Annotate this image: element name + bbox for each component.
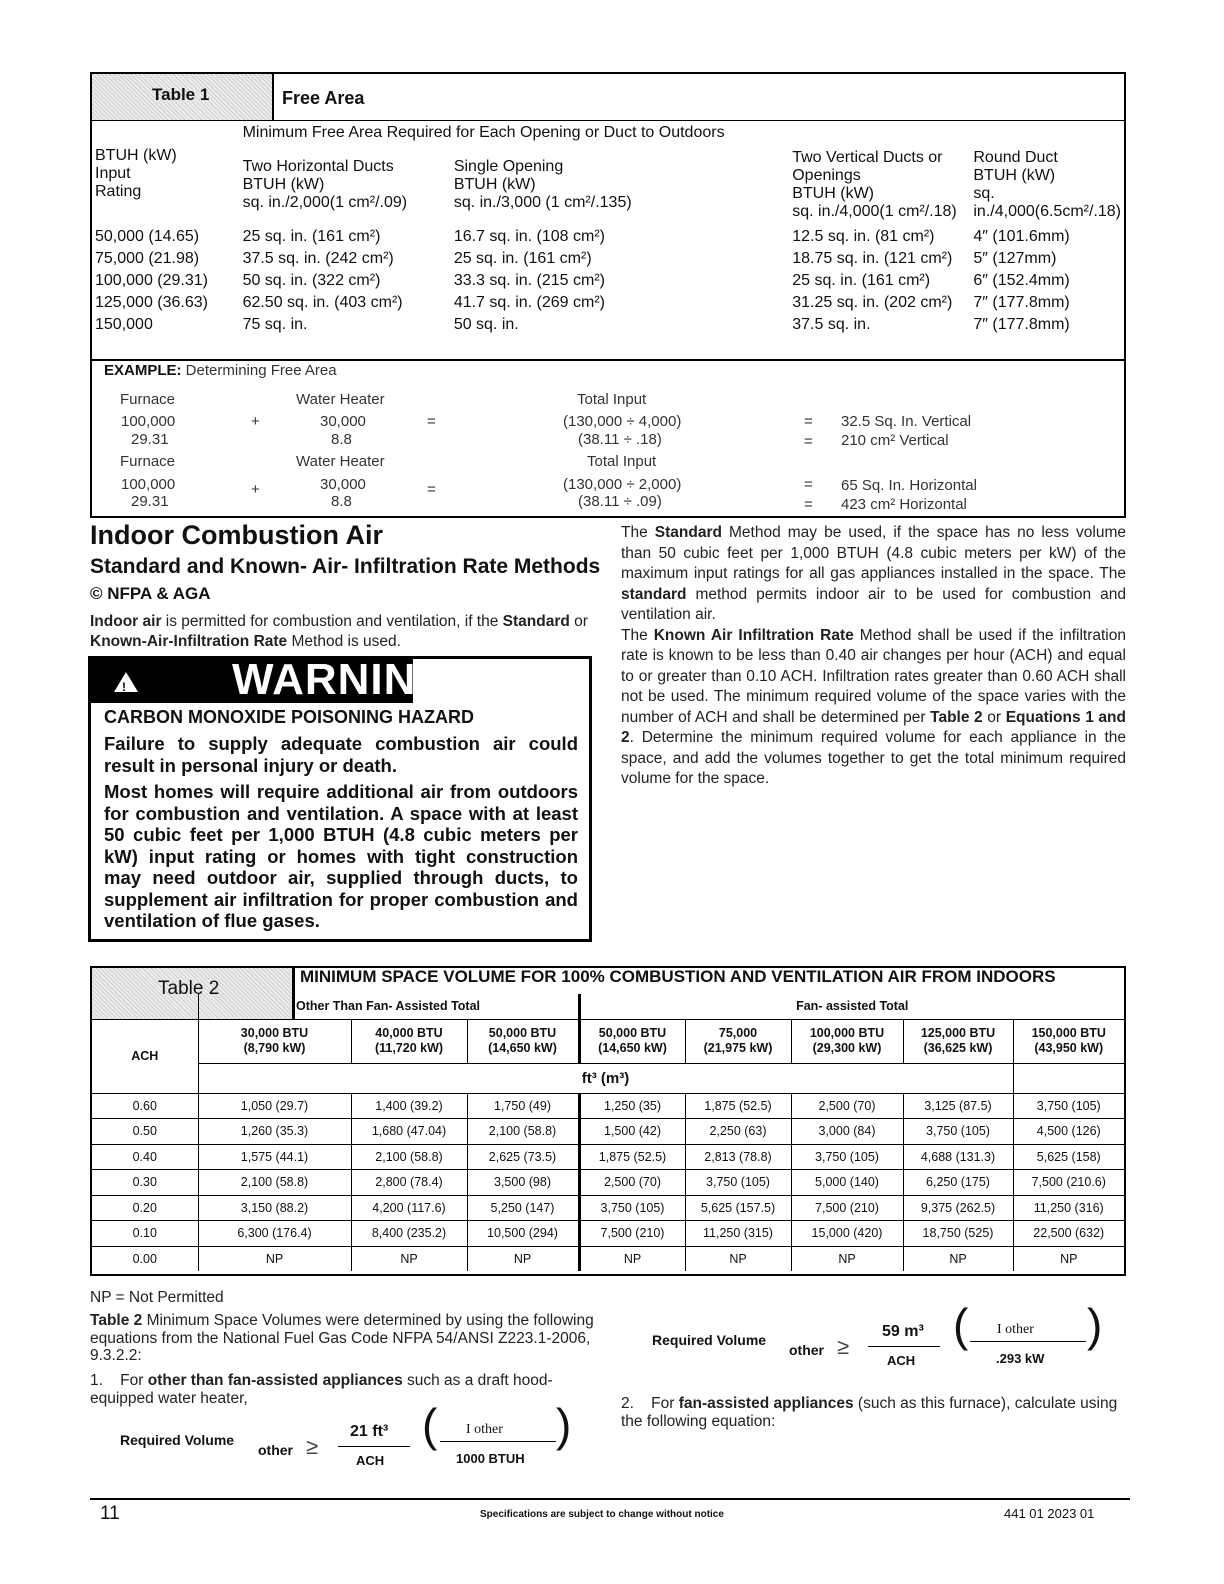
equation-1: Required Volume bbox=[120, 1432, 235, 1448]
table2-units: ft³ (m³) bbox=[198, 1063, 1013, 1093]
table2-cell: 5,625 (157.5) bbox=[685, 1195, 791, 1221]
table2-cell: 2,100 (58.8) bbox=[467, 1119, 579, 1145]
eq2-right-paren: ) bbox=[1087, 1299, 1103, 1351]
table2-cell: 9,375 (262.5) bbox=[903, 1195, 1013, 1221]
table2-col-header: 150,000 BTU (43,950 kW) bbox=[1013, 1019, 1124, 1063]
table2-col-header: 50,000 BTU (14,650 kW) bbox=[467, 1019, 579, 1063]
eq1-right-paren: ) bbox=[556, 1399, 572, 1451]
table2-ach-cell: 0.40 bbox=[92, 1144, 198, 1170]
table-row: 150,000 75 sq. in. 50 sq. in. 37.5 sq. in. 7″ (177.8mm) bbox=[95, 316, 1070, 333]
table2-cell: 2,813 (78.8) bbox=[685, 1144, 791, 1170]
table1-title-divider bbox=[272, 74, 274, 121]
indoor-air-paragraph: Indoor air is permitted for combustion and ventilation, if the Standard or Known-Air-Infiltration Rate Method is used. bbox=[90, 613, 588, 650]
example-water-heater-label: Water Heater bbox=[296, 391, 385, 408]
table2-cell: 1,680 (47.04) bbox=[351, 1119, 467, 1145]
eq2-subscript: other bbox=[789, 1342, 824, 1358]
table2-cell: 7,500 (210) bbox=[579, 1221, 685, 1247]
table2-cell: 3,150 (88.2) bbox=[198, 1195, 351, 1221]
example-furnace-btuh: 100,000 bbox=[121, 476, 176, 493]
table2-cell: 1,875 (52.5) bbox=[579, 1144, 685, 1170]
table2-cell: 5,250 (147) bbox=[467, 1195, 579, 1221]
example-equals: = bbox=[804, 433, 813, 450]
table2-cell: 1,260 (35.3) bbox=[198, 1119, 351, 1145]
table-row bbox=[92, 1221, 1124, 1247]
example-water-heater-kw: 8.8 bbox=[331, 431, 352, 448]
table2-col-header: 75,000 (21,975 kW) bbox=[685, 1019, 791, 1063]
example-furnace-label: Furnace bbox=[120, 391, 176, 408]
table2-cell: NP bbox=[579, 1246, 685, 1271]
table2-ach-cell: 0.20 bbox=[92, 1195, 198, 1221]
eq1-numerator: 21 ft³ bbox=[350, 1423, 389, 1440]
table2-cell: 3,000 (84) bbox=[791, 1119, 903, 1145]
example-plus: + bbox=[251, 413, 260, 430]
table2-col-header: 100,000 BTU (29,300 kW) bbox=[791, 1019, 903, 1063]
example-calc-horizontal-btuh: (130,000 ÷ 2,000) bbox=[563, 476, 682, 493]
eq2-label: Required Volume bbox=[652, 1332, 767, 1348]
standard-method-paragraph: The Standard Method may be used, if the space has no less volume than 50 cubic feet per 1,000 BTUH (4.8 cubic meters per kW) of the maximum input ratings for all gas appliances installed in the space. The standard method permits indoor air to be used for combustion and ventilation air. bbox=[621, 524, 1127, 623]
eq2-ge: ≥ bbox=[837, 1334, 850, 1359]
table2-ach-cell: 0.30 bbox=[92, 1170, 198, 1196]
example-equals: = bbox=[804, 413, 813, 430]
table2-group-other: Other Than Fan- Assisted Total bbox=[198, 994, 579, 1019]
table2-grid bbox=[92, 994, 1124, 1271]
table-row: 75,000 (21.98) 37.5 sq. in. (242 cm²) 25 sq. in. (161 cm²) 18.75 sq. in. (121 cm²) 5″ (127mm) bbox=[95, 250, 1057, 267]
example-water-heater-label: Water Heater bbox=[296, 453, 385, 470]
table2-title: Table 2 bbox=[158, 978, 220, 999]
example-result-horizontal-sqin: 65 Sq. In. Horizontal bbox=[841, 477, 977, 494]
table2-cell: 3,500 (98) bbox=[467, 1170, 579, 1196]
eq1-i-fraction-bar bbox=[440, 1441, 556, 1442]
table2-cell: 4,200 (117.6) bbox=[351, 1195, 467, 1221]
table2-cell: NP bbox=[685, 1246, 791, 1271]
table2-cell: 6,250 (175) bbox=[903, 1170, 1013, 1196]
table1-span-header: Minimum Free Area Required for Each Opening or Duct to Outdoors bbox=[242, 124, 725, 141]
table2-col-header: 30,000 BTU (8,790 kW) bbox=[198, 1019, 351, 1063]
table2-group-fan: Fan- assisted Total bbox=[579, 994, 1124, 1019]
table-row bbox=[92, 1144, 1124, 1170]
table2-ach-cell: 0.10 bbox=[92, 1221, 198, 1247]
table2-cell: 2,100 (58.8) bbox=[198, 1170, 351, 1196]
known-air-method-paragraph: The Known Air Infiltration Rate Method shall be used if the infiltration rate is known to be less than 0.40 air changes per hour (ACH) and equal to or greater than 0.10 ACH. Infiltration rates greater than 0.60 ACH shall not be used. The minimum required volume of the space varies with the number of ACH and shall be determined per Table 2 or Equations 1 and 2. Determine the minimum required volume for each appliance in the space, and add the volumes together to get the total minimum required volume for the space. bbox=[621, 626, 1126, 787]
table-row: 100,000 (29.31) 50 sq. in. (322 cm²) 33.3 sq. in. (215 cm²) 25 sq. in. (161 cm²) 6″ (152.4mm) bbox=[95, 272, 1070, 289]
table-row bbox=[92, 1093, 1124, 1119]
eq2-numerator: 59 m³ bbox=[882, 1323, 924, 1340]
eq1-left-paren: ( bbox=[422, 1399, 438, 1451]
table2-col-header: 40,000 BTU (11,720 kW) bbox=[351, 1019, 467, 1063]
subsection-heading: Standard and Known- Air- Infiltration Rate Methods bbox=[90, 555, 601, 578]
table1-title: Table 1 bbox=[152, 85, 210, 104]
warning-consequence: Failure to supply adequate combustion air could result in personal injury or death. bbox=[104, 733, 578, 776]
table2-cell: 2,625 (73.5) bbox=[467, 1144, 579, 1170]
table2-cell: 2,100 (58.8) bbox=[351, 1144, 467, 1170]
eq2-i-fraction-bar bbox=[970, 1341, 1086, 1342]
example-total-input-label: Total Input bbox=[577, 391, 647, 408]
table2-cell: 7,500 (210) bbox=[791, 1195, 903, 1221]
table1-col2-header: Single Opening BTUH (kW) sq. in./3,000 (1 cm²/.135) bbox=[453, 158, 632, 211]
table2-cell: 5,000 (140) bbox=[791, 1170, 903, 1196]
table2-cell: 11,250 (316) bbox=[1013, 1195, 1124, 1221]
example-water-heater-btuh: 30,000 bbox=[320, 413, 366, 430]
example-calc-vertical-kw: (38.11 ÷ .18) bbox=[578, 431, 662, 448]
table2-cell: 6,300 (176.4) bbox=[198, 1221, 351, 1247]
table1-col0-header: BTUH (kW) Input Rating bbox=[95, 147, 177, 200]
table2-cell: 18,750 (525) bbox=[903, 1221, 1013, 1247]
table-row: 125,000 (36.63) 62.50 sq. in. (403 cm²) 41.7 sq. in. (269 cm²) 31.25 sq. in. (202 cm²) 7″ (177.8mm) bbox=[95, 294, 1070, 311]
example-equals: = bbox=[804, 476, 813, 493]
example-water-heater-kw: 8.8 bbox=[331, 493, 352, 510]
eq1-i-denominator: 1000 BTUH bbox=[456, 1451, 525, 1466]
eq1-ge: ≥ bbox=[306, 1434, 319, 1459]
eq1-i-numerator: I other bbox=[466, 1422, 503, 1437]
table2-cell: 3,750 (105) bbox=[579, 1195, 685, 1221]
table-row bbox=[92, 1195, 1124, 1221]
methods-description bbox=[621, 523, 1126, 790]
table2-name: MINIMUM SPACE VOLUME FOR 100% COMBUSTION AND VENTILATION AIR FROM INDOORS bbox=[300, 967, 1056, 986]
example-equals: = bbox=[804, 496, 813, 513]
example-total-input-label: Total Input bbox=[587, 453, 657, 470]
item1-paragraph: 1. For other than fan-assisted appliances such as a draft hood-equipped water heater, bbox=[90, 1372, 553, 1407]
table2-ach-cell: 0.50 bbox=[92, 1119, 198, 1145]
eq2-i-numerator: I other bbox=[997, 1322, 1034, 1337]
table2-explanation: Table 2 Minimum Space Volumes were determined by using the following equations from the National Fuel Gas Code NFPA 54/ANSI Z223.1-2006, 9.3.2.2: bbox=[90, 1312, 594, 1364]
table2-ach-header: ACH bbox=[92, 1019, 198, 1093]
table2-cell: 5,625 (158) bbox=[1013, 1144, 1124, 1170]
table2-cell: 3,750 (105) bbox=[791, 1144, 903, 1170]
table2-cell: 1,500 (42) bbox=[579, 1119, 685, 1145]
table2-col-header: 50,000 BTU (14,650 kW) bbox=[579, 1019, 685, 1063]
example-result-vertical-cm2: 210 cm² Vertical bbox=[841, 432, 949, 449]
table2-cell: 15,000 (420) bbox=[791, 1221, 903, 1247]
table2-cell: 3,750 (105) bbox=[903, 1119, 1013, 1145]
table1-name: Free Area bbox=[282, 88, 365, 108]
warning-instructions: Most homes will require additional air from outdoors for combustion and ventilation. A space with at least 50 cubic feet per 1,000 BTUH (4.8 cubic meters per kW) input rating or homes with tight construction may need outdoor air, supplied through ducts, to supplement air infiltration for proper combustion and ventilation of flue gases. bbox=[104, 781, 578, 931]
table2-cell: 3,750 (105) bbox=[685, 1170, 791, 1196]
table2-cell: 10,500 (294) bbox=[467, 1221, 579, 1247]
warning-signal-word: WARNING bbox=[232, 655, 452, 704]
eq1-fraction-bar bbox=[338, 1446, 410, 1447]
table2-cell: 2,800 (78.4) bbox=[351, 1170, 467, 1196]
table2-cell: 7,500 (210.6) bbox=[1013, 1170, 1124, 1196]
example-furnace-btuh: 100,000 bbox=[121, 413, 176, 430]
table2-cell: 1,575 (44.1) bbox=[198, 1144, 351, 1170]
item2-paragraph: 2. For fan-assisted appliances (such as this furnace), calculate using the following equation: bbox=[621, 1395, 1118, 1430]
table1-title-box bbox=[92, 74, 272, 121]
table-row bbox=[92, 1246, 1124, 1271]
document-number: 441 01 2023 01 bbox=[1004, 1506, 1095, 1521]
table-row: 50,000 (14.65) 25 sq. in. (161 cm²) 16.7 sq. in. (108 cm²) 12.5 sq. in. (81 cm²) 4″ (101.6mm) bbox=[95, 228, 1070, 245]
table2-cell: NP bbox=[351, 1246, 467, 1271]
table2-cell: NP bbox=[1013, 1246, 1124, 1271]
table2-cell: 4,500 (126) bbox=[1013, 1119, 1124, 1145]
table2-cell: 1,875 (52.5) bbox=[685, 1093, 791, 1119]
eq1-subscript: other bbox=[258, 1442, 293, 1458]
eq2-denominator: ACH bbox=[887, 1353, 916, 1368]
eq2-i-denominator: .293 kW bbox=[996, 1351, 1045, 1366]
table2-cell: 8,400 (235.2) bbox=[351, 1221, 467, 1247]
table2-ach-cell: 0.00 bbox=[92, 1246, 198, 1271]
table2-cell: 2,500 (70) bbox=[791, 1093, 903, 1119]
table1-col1-header: Two Horizontal Ducts BTUH (kW) sq. in./2,000(1 cm²/.09) bbox=[242, 158, 408, 211]
table2-cell: 3,125 (87.5) bbox=[903, 1093, 1013, 1119]
table1-col3-header: Two Vertical Ducts or Openings BTUH (kW) sq. in./4,000(1 cm²/.18) bbox=[792, 149, 957, 220]
example-equals: = bbox=[427, 481, 436, 498]
table2-cell: 1,050 (29.7) bbox=[198, 1093, 351, 1119]
example-calc-horizontal-kw: (38.11 ÷ .09) bbox=[578, 493, 662, 510]
example-result-vertical-sqin: 32.5 Sq. In. Vertical bbox=[841, 413, 972, 430]
table1-grid bbox=[92, 121, 1124, 337]
eq1-denominator: ACH bbox=[356, 1453, 385, 1468]
example-furnace-kw: 29.31 bbox=[131, 431, 169, 448]
table2-cell: NP bbox=[467, 1246, 579, 1271]
page-number: 11 bbox=[100, 1503, 120, 1524]
table2-cell: 1,750 (49) bbox=[467, 1093, 579, 1119]
np-note: NP = Not Permitted bbox=[90, 1289, 224, 1306]
section-heading: Indoor Combustion Air bbox=[90, 520, 383, 550]
footer-rule bbox=[90, 1498, 1130, 1500]
table-row bbox=[92, 1170, 1124, 1196]
table2-cell: NP bbox=[903, 1246, 1013, 1271]
table2-col-header: 125,000 BTU (36,625 kW) bbox=[903, 1019, 1013, 1063]
example-plus: + bbox=[251, 481, 260, 498]
example-calc-vertical-btuh: (130,000 ÷ 4,000) bbox=[563, 413, 682, 430]
table-row bbox=[92, 1119, 1124, 1145]
example-water-heater-btuh: 30,000 bbox=[320, 476, 366, 493]
eq2-left-paren: ( bbox=[953, 1299, 969, 1351]
eq2-fraction-bar bbox=[868, 1346, 940, 1347]
table2-cell: 4,688 (131.3) bbox=[903, 1144, 1013, 1170]
table2-cell: 2,500 (70) bbox=[579, 1170, 685, 1196]
example-result-horizontal-cm2: 423 cm² Horizontal bbox=[841, 496, 967, 513]
table2-cell: 11,250 (315) bbox=[685, 1221, 791, 1247]
warning-triangle-icon bbox=[114, 672, 138, 692]
table1-col4-header: Round Duct BTUH (kW) sq. in./4,000(6.5cm²/.18) bbox=[973, 149, 1121, 220]
table2-cell: 1,250 (35) bbox=[579, 1093, 685, 1119]
example-furnace-kw: 29.31 bbox=[131, 493, 169, 510]
table2-cell: NP bbox=[198, 1246, 351, 1271]
table2-cell: 22,500 (632) bbox=[1013, 1221, 1124, 1247]
table2-cell: NP bbox=[791, 1246, 903, 1271]
example-furnace-label: Furnace bbox=[120, 453, 176, 470]
footer-disclaimer: Specifications are subject to change without notice bbox=[480, 1509, 724, 1520]
table2-ach-cell: 0.60 bbox=[92, 1093, 198, 1119]
exclamation-icon: ! bbox=[122, 680, 126, 694]
table2-cell: 2,250 (63) bbox=[685, 1119, 791, 1145]
example-equals: = bbox=[427, 413, 436, 430]
example-heading: EXAMPLE: Determining Free Area bbox=[104, 362, 337, 379]
nfpa-credit: © NFPA & AGA bbox=[90, 584, 211, 603]
table2-cell: 1,400 (39.2) bbox=[351, 1093, 467, 1119]
table2-cell: 3,750 (105) bbox=[1013, 1093, 1124, 1119]
warning-hazard-title: CARBON MONOXIDE POISONING HAZARD bbox=[104, 707, 475, 727]
